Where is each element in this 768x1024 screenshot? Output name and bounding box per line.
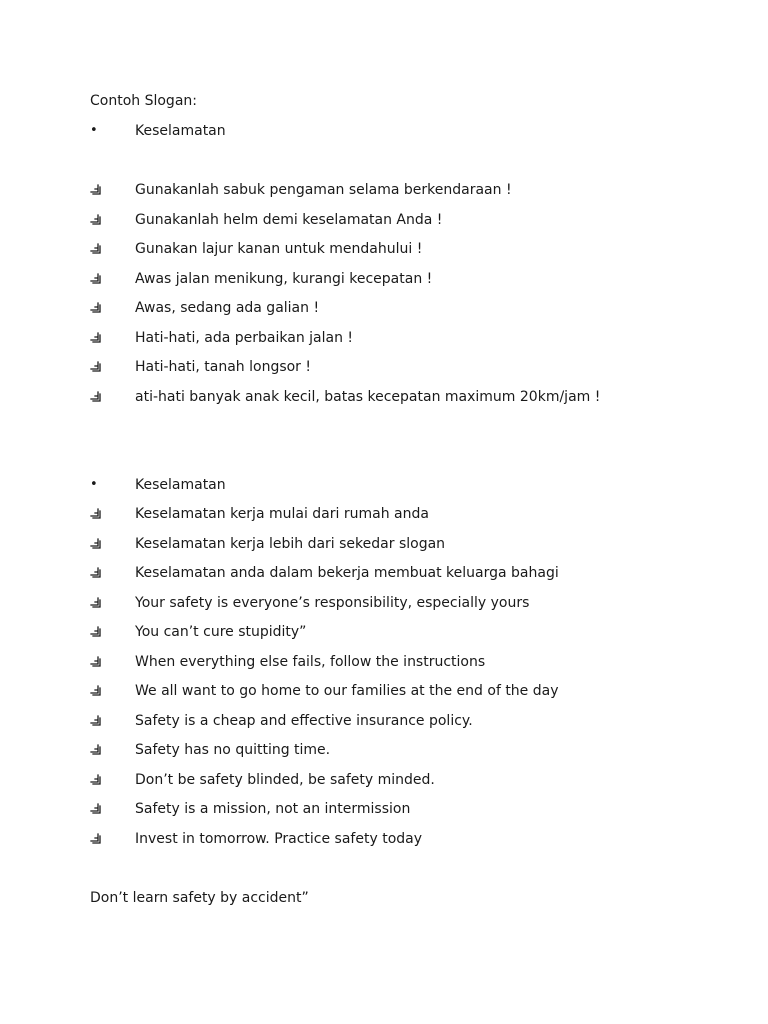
list-item-text: When everything else fails, follow the instructions — [135, 653, 486, 670]
list-item-text: Safety has no quitting time. — [135, 742, 331, 758]
pointing-hand-icon — [90, 180, 104, 200]
pointing-hand-icon — [90, 387, 104, 407]
list-item-text: Awas jalan menikung, kurangi kecepatan ! — [135, 270, 433, 287]
pointing-hand-icon — [90, 210, 104, 230]
pointing-hand-icon — [90, 622, 104, 642]
pointing-hand-icon — [90, 269, 104, 289]
list-item-text: Gunakanlah helm demi keselamatan Anda ! — [135, 211, 443, 228]
pointing-hand-icon — [90, 504, 104, 524]
closing-slogan: Don’t learn safety by accident” — [90, 890, 309, 906]
pointing-hand-icon — [90, 799, 104, 819]
bullet-icon: • — [90, 477, 98, 492]
list-item-text: Keselamatan kerja lebih dari sekedar slogan — [135, 535, 446, 552]
section1-title: Keselamatan — [135, 123, 226, 139]
pointing-hand-icon — [90, 829, 104, 849]
pointing-hand-icon — [90, 534, 104, 554]
pointing-hand-icon — [90, 239, 104, 259]
list-item-text: Invest in tomorrow. Practice safety today — [135, 830, 423, 847]
pointing-hand-icon — [90, 711, 104, 731]
pointing-hand-icon — [90, 357, 104, 377]
section2-title: Keselamatan — [135, 477, 226, 493]
pointing-hand-icon — [90, 681, 104, 701]
pointing-hand-icon — [90, 298, 104, 318]
list-item-text: Safety is a mission, not an intermission — [135, 801, 411, 817]
bullet-icon: • — [90, 123, 98, 138]
list-item-text: We all want to go home to our families at the end of the day — [135, 683, 559, 699]
list-item-text: Gunakan lajur kanan untuk mendahului ! — [135, 241, 423, 257]
pointing-hand-icon — [90, 328, 104, 348]
list-item-text: Keselamatan anda dalam bekerja membuat keluarga bahagi — [135, 565, 559, 581]
page-heading: Contoh Slogan: — [90, 93, 197, 109]
list-item-text: Hati-hati, ada perbaikan jalan ! — [135, 329, 354, 346]
pointing-hand-icon — [90, 740, 104, 760]
list-item-text: Your safety is everyone’s responsibility, especially yours — [135, 594, 530, 611]
list-item-text: Safety is a cheap and effective insurance policy. — [135, 712, 473, 729]
pointing-hand-icon — [90, 593, 104, 613]
list-item-text: ati-hati banyak anak kecil, batas kecepatan maximum 20km/jam ! — [135, 388, 601, 405]
list-item-text: Hati-hati, tanah longsor ! — [135, 359, 312, 375]
list-item-text: You can’t cure stupidity” — [135, 624, 307, 640]
list-item-text: Don’t be safety blinded, be safety minded. — [135, 771, 435, 788]
pointing-hand-icon — [90, 563, 104, 583]
list-item-text: Awas, sedang ada galian ! — [135, 300, 320, 316]
pointing-hand-icon — [90, 770, 104, 790]
pointing-hand-icon — [90, 652, 104, 672]
list-item-text: Keselamatan kerja mulai dari rumah anda — [135, 506, 429, 522]
list-item-text: Gunakanlah sabuk pengaman selama berkendaraan ! — [135, 182, 512, 198]
